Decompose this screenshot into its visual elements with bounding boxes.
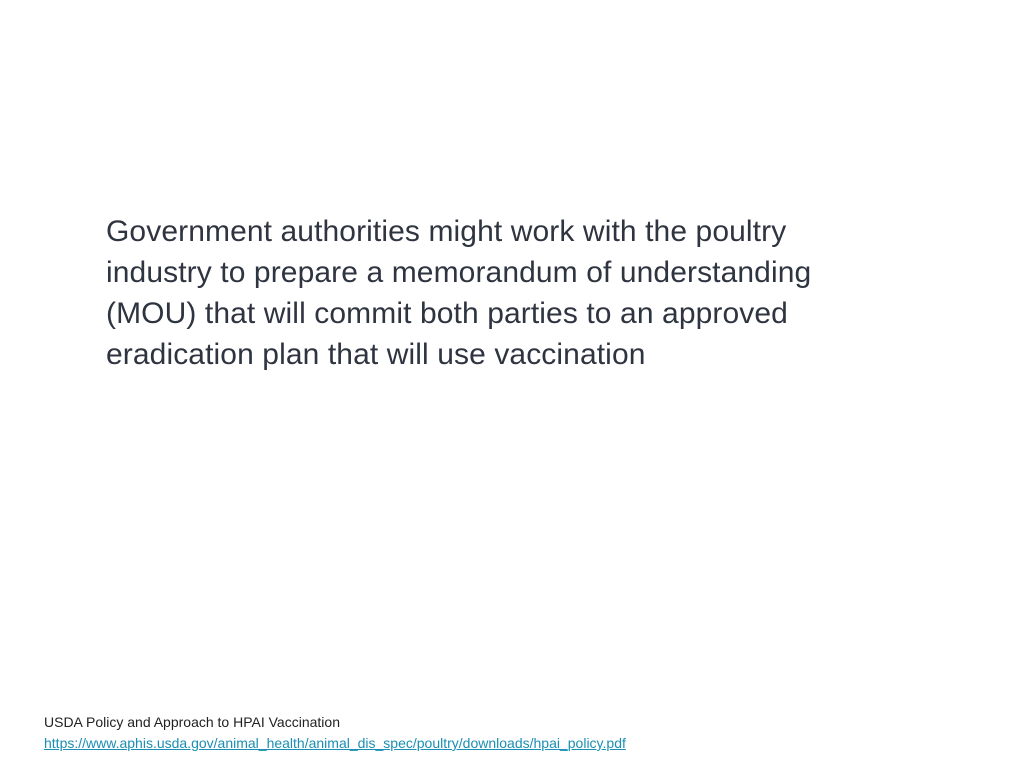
body-line-1: Government authorities might work with the poultry (106, 215, 787, 248)
reference-title: USDA Policy and Approach to HPAI Vaccination (44, 714, 340, 730)
body-line-3: (MOU) that will commit both parties to an approved (106, 297, 788, 330)
body-line-2: industry to prepare a memorandum of understanding (106, 256, 812, 289)
slide-body-text (106, 211, 886, 375)
reference-link[interactable]: https://www.aphis.usda.gov/animal_health/animal_dis_spec/poultry/downloads/hpai_policy.pdf (44, 735, 626, 751)
body-line-4: eradication plan that will use vaccination (106, 338, 646, 371)
slide-footer-reference (44, 712, 626, 754)
